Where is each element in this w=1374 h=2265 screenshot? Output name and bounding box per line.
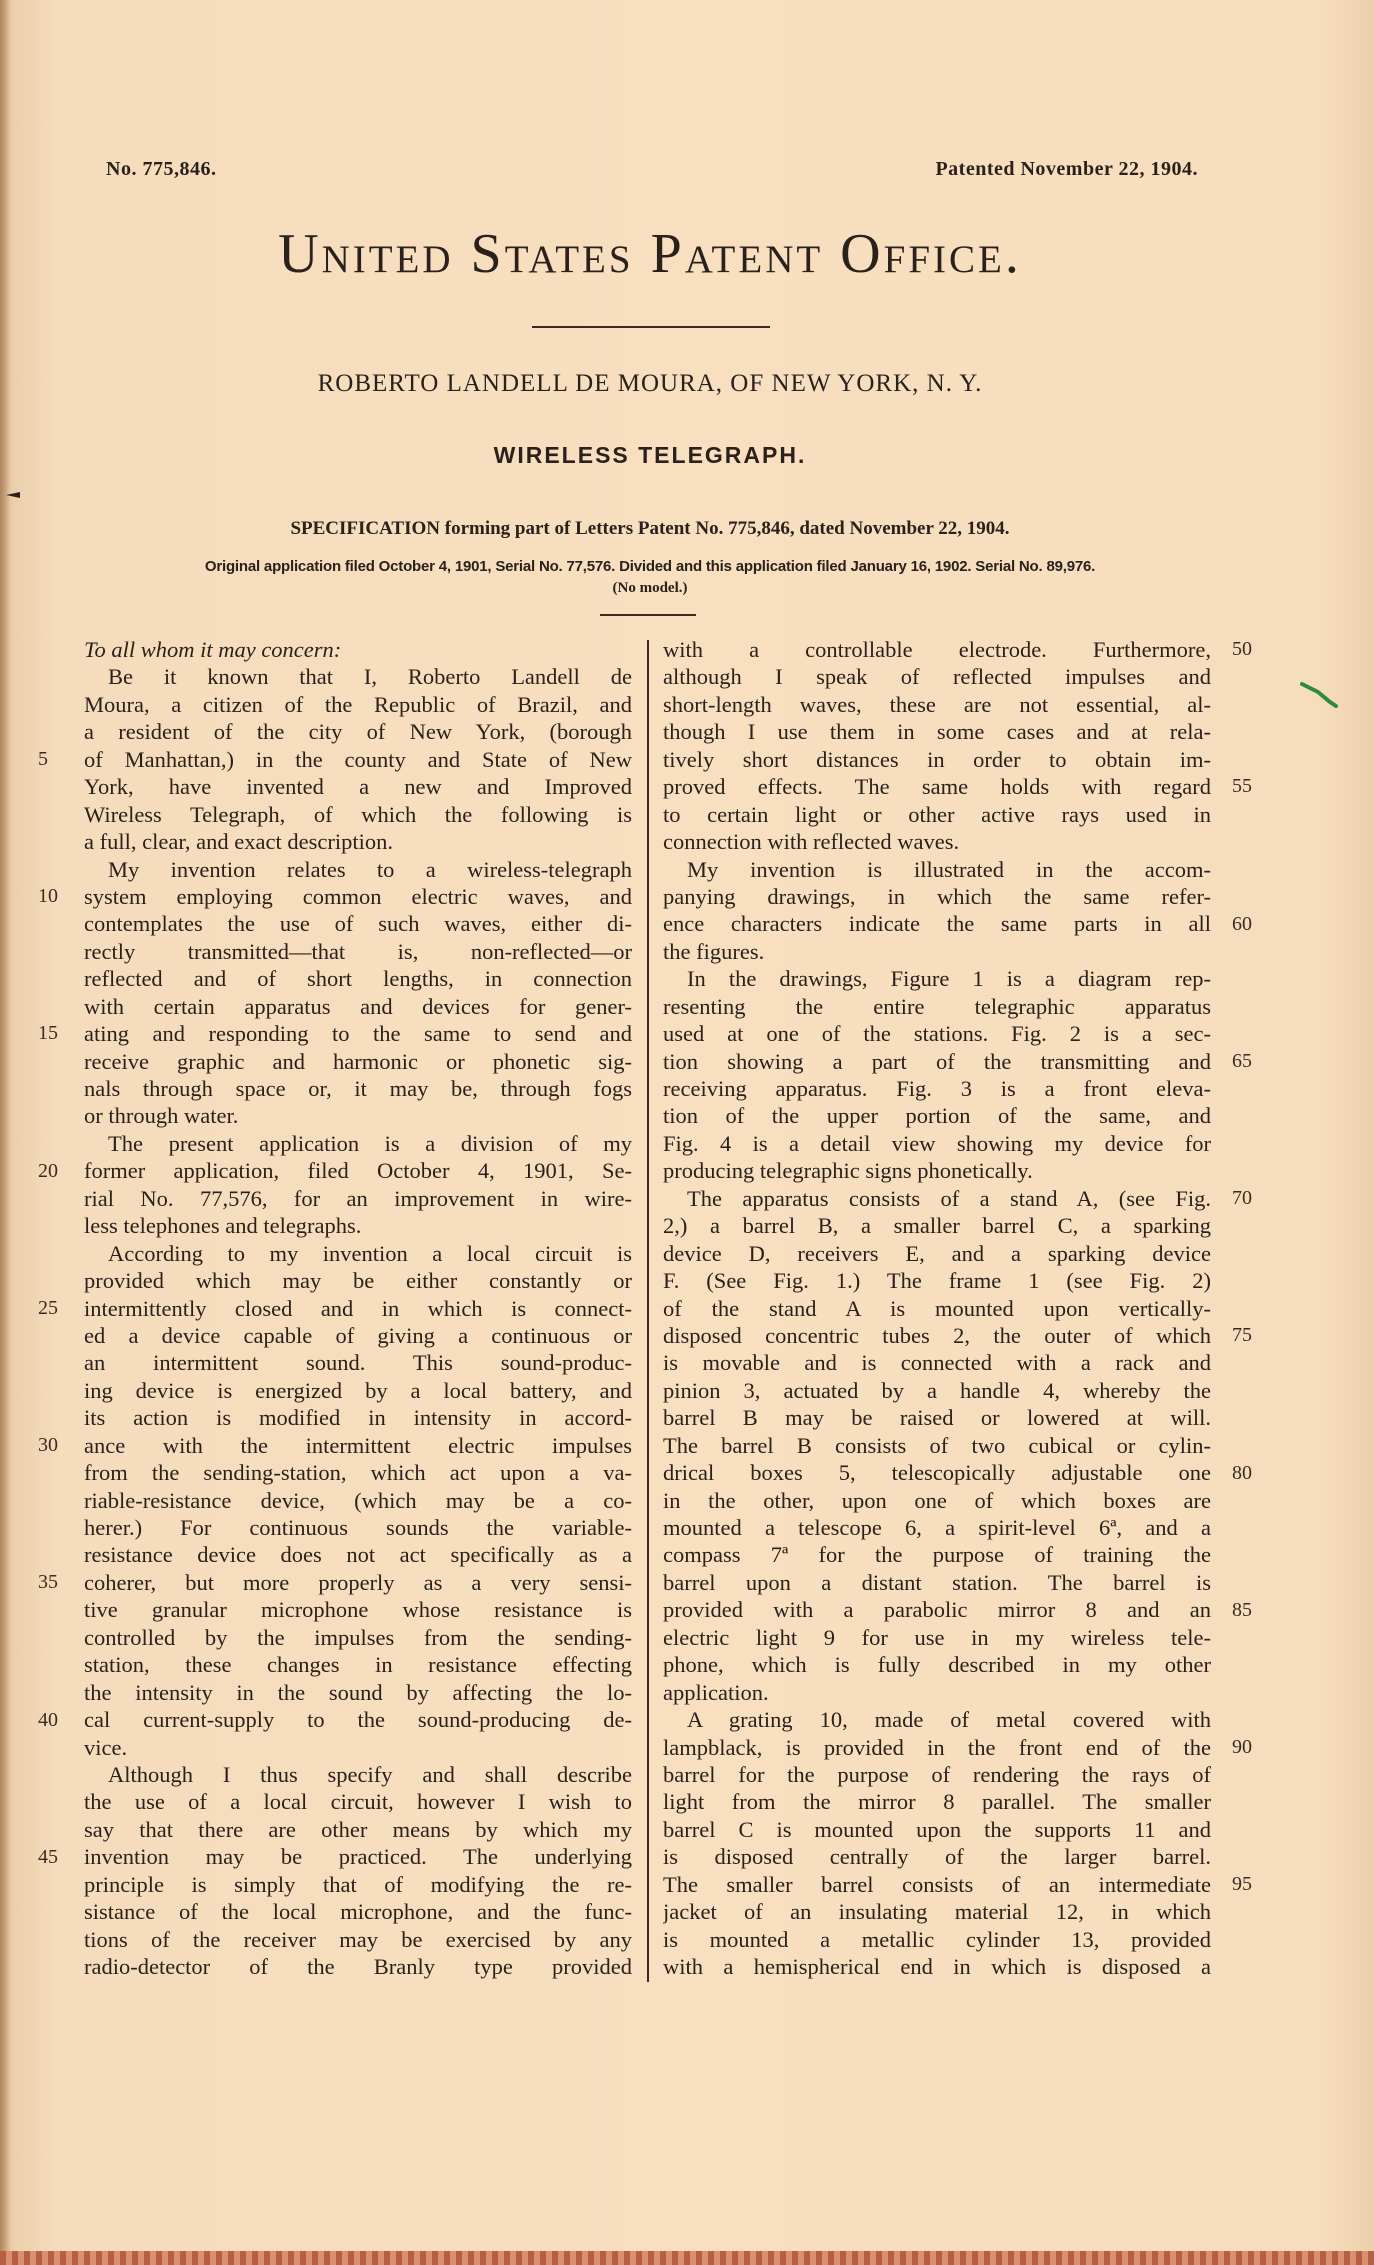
text-line: vice. <box>84 1734 128 1760</box>
line-number: 20 <box>38 1159 58 1182</box>
specification-line: SPECIFICATION forming part of Letters Patent No. 775,846, dated November 22, 1904. <box>290 518 1010 539</box>
text-line: radio-detector of the Branly type provided <box>84 1954 632 1979</box>
left-column <box>84 636 632 1980</box>
patent-subject: WIRELESS TELEGRAPH. <box>493 442 807 468</box>
text-line: station, these changes in resistance effecting <box>84 1652 632 1678</box>
text-line: contemplates the use of such waves, either di- <box>84 911 632 937</box>
text-line: device D, receivers E, and a sparking device <box>663 1240 1211 1266</box>
line-number: 85 <box>1232 1598 1252 1621</box>
line-number: 5 <box>38 747 48 770</box>
text-line: tions of the receiver may be exercised by any <box>84 1926 632 1952</box>
text-line: invention may be practiced. The underlying <box>84 1844 632 1870</box>
text-line: 2,) a barrel B, a smaller barrel C, a sparking <box>663 1213 1211 1239</box>
text-line: Fig. 4 is a detail view showing my device for <box>663 1130 1211 1156</box>
text-line: tion showing a part of the transmitting and <box>663 1048 1211 1074</box>
text-line: a full, clear, and exact description. <box>84 829 393 855</box>
line-number: 40 <box>38 1708 58 1731</box>
text-line: disposed concentric tubes 2, the outer of which <box>663 1322 1211 1348</box>
text-line: resistance device does not act specifically as a <box>84 1542 632 1568</box>
text-line: connection with reflected waves. <box>663 829 960 855</box>
text-line: provided with a parabolic mirror 8 and an <box>663 1597 1211 1623</box>
text-line: principle is simply that of modifying the re- <box>84 1871 632 1897</box>
text-line: light from the mirror 8 parallel. The smaller <box>663 1789 1211 1815</box>
text-line: panying drawings, in which the same refer- <box>663 883 1211 909</box>
text-line: used at one of the stations. Fig. 2 is a sec- <box>663 1021 1211 1047</box>
text-line: My invention relates to a wireless-telegraph <box>108 856 632 882</box>
text-line: sistance of the local microphone, and the func- <box>84 1899 632 1925</box>
text-line: pinion 3, actuated by a handle 4, whereby the <box>663 1377 1211 1403</box>
text-line: of the stand A is mounted upon vertically- <box>663 1295 1211 1321</box>
text-line: short-length waves, these are not essential, al- <box>663 691 1211 717</box>
original-application-line: Original application filed October 4, 1901, Serial No. 77,576. Divided and this application filed January 16, 1902. Serial No. 89,976. <box>204 558 1096 575</box>
text-line: is disposed centrally of the larger barrel. <box>663 1844 1211 1870</box>
line-number: 25 <box>38 1296 58 1319</box>
text-line: with a hemispherical end in which is disposed a <box>663 1954 1211 1979</box>
text-line: system employing common electric waves, and <box>84 883 632 909</box>
text-line: jacket of an insulating material 12, in which <box>663 1899 1211 1925</box>
text-line: drical boxes 5, telescopically adjustable one <box>663 1460 1211 1486</box>
text-line: receive graphic and harmonic or phonetic sig- <box>84 1048 632 1074</box>
text-line: its action is modified in intensity in accord- <box>84 1405 632 1431</box>
text-line: My invention is illustrated in the accom- <box>687 856 1211 882</box>
text-line: intermittently closed and in which is connect- <box>84 1295 632 1321</box>
model-note: (No model.) <box>612 580 688 596</box>
text-line: the use of a local circuit, however I wish to <box>84 1789 632 1815</box>
text-line: mounted a telescope 6, a spirit-level 6ª, and a <box>663 1515 1211 1540</box>
text-line: tive granular microphone whose resistance is <box>84 1597 632 1623</box>
text-line: To all whom it may concern: <box>84 637 342 662</box>
binder-mark <box>6 490 20 500</box>
text-line: although I speak of reflected impulses and <box>663 664 1211 690</box>
text-line: former application, filed October 4, 1901, Se- <box>84 1158 632 1184</box>
text-line: is mounted a metallic cylinder 13, provided <box>663 1926 1211 1952</box>
text-line: to certain light or other active rays used in <box>663 801 1211 827</box>
text-line: According to my invention a local circuit is <box>108 1240 632 1266</box>
line-number: 70 <box>1232 1187 1252 1209</box>
line-number: 90 <box>1232 1736 1252 1758</box>
line-number: 10 <box>38 885 58 908</box>
text-line: Moura, a citizen of the Republic of Brazil, and <box>84 691 632 717</box>
text-line: tively short distances in order to obtain im- <box>663 746 1211 772</box>
text-line: with certain apparatus and devices for gener- <box>84 993 632 1019</box>
text-line: phone, which is fully described in my other <box>663 1652 1211 1678</box>
inventor-line: ROBERTO LANDELL DE MOURA, OF NEW YORK, N. Y. <box>317 370 983 397</box>
text-line: though I use them in some cases and at rela- <box>663 719 1211 745</box>
text-line: lampblack, is provided in the front end of the <box>663 1734 1211 1760</box>
text-line: resenting the entire telegraphic apparatus <box>663 993 1211 1019</box>
text-line: say that there are other means by which my <box>84 1816 632 1842</box>
text-line: proved effects. The same holds with regard <box>663 774 1211 800</box>
text-line: Be it known that I, Roberto Landell de <box>108 664 632 690</box>
text-line: producing telegraphic signs phonetically. <box>663 1158 1033 1184</box>
text-line: electric light 9 for use in my wireless tele- <box>663 1624 1211 1650</box>
text-line: ence characters indicate the same parts in all <box>663 911 1211 937</box>
patent-number: No. 775,846. <box>106 158 217 180</box>
line-number: 30 <box>38 1434 58 1457</box>
text-line: rial No. 77,576, for an improvement in wire- <box>84 1185 632 1211</box>
text-line: barrel C is mounted upon the supports 11 and <box>663 1816 1211 1842</box>
text-line: ing device is energized by a local battery, and <box>84 1377 632 1403</box>
title-rule <box>532 326 770 328</box>
text-line: Although I thus specify and shall describe <box>108 1761 632 1787</box>
model-rule <box>600 614 696 616</box>
text-line: The present application is a division of my <box>108 1130 632 1156</box>
column-divider <box>647 640 649 1982</box>
text-line: in the other, upon one of which boxes are <box>663 1487 1211 1513</box>
text-line: F. (See Fig. 1.) The frame 1 (see Fig. 2) <box>663 1268 1211 1294</box>
text-line: The apparatus consists of a stand A, (see Fig. <box>687 1185 1211 1211</box>
text-line: coherer, but more properly as a very sensi- <box>84 1569 632 1595</box>
line-number: 65 <box>1232 1049 1252 1072</box>
line-number: 50 <box>1232 638 1252 660</box>
text-line: The smaller barrel consists of an intermediate <box>663 1871 1211 1897</box>
text-line: a resident of the city of New York, (borough <box>84 719 632 745</box>
text-line: riable-resistance device, (which may be a co- <box>84 1487 632 1513</box>
line-number: 95 <box>1232 1873 1252 1896</box>
line-number: 45 <box>38 1845 58 1868</box>
text-line: ance with the intermittent electric impulses <box>84 1432 632 1458</box>
text-line: reflected and of short lengths, in connection <box>84 966 632 992</box>
text-line: with a controllable electrode. Furthermore, <box>663 637 1211 662</box>
text-line: less telephones and telegraphs. <box>84 1213 362 1239</box>
text-line: barrel for the purpose of rendering the rays of <box>663 1761 1211 1787</box>
office-title: United States Patent Office. <box>278 223 1022 285</box>
text-line: tion of the upper portion of the same, and <box>663 1103 1211 1129</box>
text-line: cal current-supply to the sound-producing de- <box>84 1707 632 1733</box>
text-line: rectly transmitted—that is, non-reflected—or <box>84 938 632 964</box>
page-bottom-edge <box>0 2251 1374 2265</box>
line-number: 60 <box>1232 912 1252 935</box>
patented-date: Patented November 22, 1904. <box>935 158 1198 180</box>
text-line: Wireless Telegraph, of which the following is <box>84 801 632 827</box>
text-line: of Manhattan,) in the county and State of New <box>84 746 632 772</box>
text-line: In the drawings, Figure 1 is a diagram rep- <box>687 966 1211 992</box>
text-line: the intensity in the sound by affecting the lo- <box>84 1679 632 1705</box>
line-number: 75 <box>1232 1324 1252 1347</box>
text-line: compass 7ª for the purpose of training the <box>663 1542 1211 1568</box>
text-line: the figures. <box>663 938 765 964</box>
text-line: application. <box>663 1679 769 1705</box>
line-number: 55 <box>1232 775 1252 798</box>
text-line: A grating 10, made of metal covered with <box>687 1707 1211 1733</box>
line-number: 15 <box>38 1022 58 1045</box>
text-line: nals through space or, it may be, through fogs <box>84 1076 632 1101</box>
text-line: barrel B may be raised or lowered at will. <box>663 1405 1211 1431</box>
page-edge-shadow <box>0 0 10 2265</box>
text-line: barrel upon a distant station. The barrel is <box>663 1569 1211 1595</box>
text-line: provided which may be either constantly or <box>84 1268 632 1294</box>
text-line: ating and responding to the same to send and <box>84 1021 632 1047</box>
text-line: is movable and is connected with a rack and <box>663 1350 1211 1376</box>
right-column <box>663 636 1211 1980</box>
text-line: an intermittent sound. This sound-produc- <box>84 1350 632 1376</box>
text-line: receiving apparatus. Fig. 3 is a front eleva- <box>663 1076 1211 1101</box>
green-check-mark <box>1300 678 1340 708</box>
text-line: from the sending-station, which act upon a va- <box>84 1460 632 1486</box>
line-number: 35 <box>38 1571 58 1594</box>
text-line: herer.) For continuous sounds the variable- <box>84 1515 632 1540</box>
text-line: controlled by the impulses from the sending- <box>84 1624 632 1650</box>
text-line: York, have invented a new and Improved <box>84 774 632 800</box>
line-number: 80 <box>1232 1461 1252 1484</box>
text-line: The barrel B consists of two cubical or cylin- <box>663 1432 1211 1458</box>
text-line: ed a device capable of giving a continuous or <box>84 1322 632 1348</box>
text-line: or through water. <box>84 1103 239 1129</box>
